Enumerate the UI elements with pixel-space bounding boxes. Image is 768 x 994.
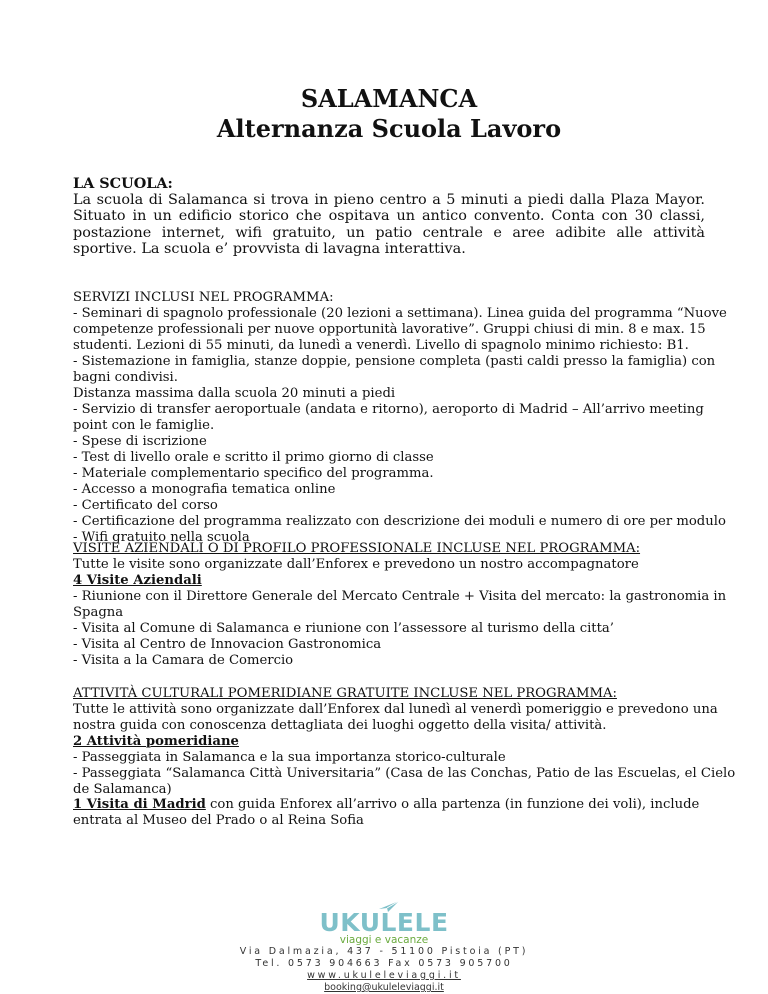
cultural-line: - Passeggiata “Salamanca Città Universitaria” (Casa de las Conchas, Patio de las Escuelas, el Cielo — [73, 766, 736, 781]
services-line: - Spese di iscrizione — [73, 434, 207, 449]
title-line-2: Alternanza Scuola Lavoro — [216, 114, 562, 143]
cultural-intro: Tutte le attività sono organizzate dall’Enforex dal lunedì al venerdì pomeriggio e prevedono una — [73, 702, 718, 717]
visits-line: - Visita a la Camara de Comercio — [73, 653, 294, 668]
cultural-subheading: 2 Attività pomeridiane — [73, 734, 239, 749]
visits-intro: Tutte le visite sono organizzate dall’Enforex e prevedono un nostro accompagnatore — [73, 557, 639, 572]
school-text: La scuola di Salamanca si trova in pieno centro a 5 minuti a piedi dalla Plaza Mayor. Situato in un edificio storico che ospitava un antico convento. Conta con 30 classi, postazione internet, wifi gratuito, un patio centrale e aree adibite alle attività sportive. La scuola e’ provvista di lavagna interattiva. — [73, 192, 705, 257]
footer — [0, 900, 768, 994]
services-line: studenti. Lezioni di 55 minuti, da lunedì a venerdì. Livello di spagnolo minimo richiesto: B1. — [73, 338, 689, 353]
services-line: - Certificato del corso — [73, 498, 218, 513]
services-line: bagni condivisi. — [73, 370, 178, 385]
footer-address: Via Dalmazia, 437 - 51100 Pistoia (PT) — [239, 946, 529, 957]
logo-tagline: viaggi e vacanze — [339, 934, 429, 946]
services-line: Distanza massima dalla scuola 20 minuti a piedi — [73, 386, 396, 401]
visits-line: Spagna — [73, 605, 124, 620]
school-section — [73, 176, 705, 257]
cultural-line: de Salamanca) — [73, 782, 172, 797]
services-line: - Servizio di transfer aeroportuale (andata e ritorno), aeroporto di Madrid – All’arrivo meeting — [73, 402, 704, 417]
footer-phone: Tel. 0573 904663 Fax 0573 905700 — [255, 958, 513, 969]
madrid-section — [73, 797, 705, 829]
services-line: - Materiale complementario specifico del programma. — [73, 466, 434, 481]
document-title — [73, 84, 705, 144]
school-heading: LA SCUOLA: — [73, 175, 173, 192]
visits-line: - Visita al Comune di Salamanca e riunione con l’assessore al turismo della citta’ — [73, 621, 614, 636]
services-line: - Certificazione del programma realizzato con descrizione dei moduli e numero di ore per modulo — [73, 514, 726, 529]
cultural-section — [73, 686, 736, 798]
services-section — [73, 290, 727, 546]
madrid-label: 1 Visita di Madrid — [73, 797, 206, 812]
services-line: - Test di livello orale e scritto il primo giorno di classe — [73, 450, 434, 465]
madrid-text: con guida Enforex all’arrivo o alla partenza (in funzione dei voli), include — [205, 797, 700, 812]
services-heading: SERVIZI INCLUSI NEL PROGRAMMA: — [73, 290, 334, 305]
visits-subheading: 4 Visite Aziendali — [73, 573, 202, 588]
services-line: competenze professionali per nuove opportunità lavorative”. Gruppi chiusi di min. 8 e max. 15 — [73, 322, 706, 337]
services-line: - Accesso a monografia tematica online — [73, 482, 336, 497]
services-line: - Sistemazione in famiglia, stanze doppie, pensione completa (pasti caldi presso la famiglia) con — [73, 354, 716, 369]
services-line: - Seminari di spagnolo professionale (20 lezioni a settimana). Linea guida del programma “Nuove — [73, 306, 727, 321]
madrid-text-line-2: entrata al Museo del Prado o al Reina Sofia — [73, 813, 364, 828]
visits-line: - Riunione con il Direttore Generale del Mercato Centrale + Visita del mercato: la gastronomia in — [73, 589, 727, 604]
visits-line: - Visita al Centro de Innovacion Gastronomica — [73, 637, 382, 652]
cultural-intro: nostra guida con conoscenza dettagliata dei luoghi oggetto della visita/ attività. — [73, 718, 607, 733]
visits-heading: VISITE AZIENDALI O DI PROFILO PROFESSIONALE INCLUSE NEL PROGRAMMA: — [73, 541, 641, 556]
services-line: point con le famiglie. — [73, 418, 215, 433]
footer-website[interactable]: www.ukuleleviaggi.it — [307, 970, 461, 981]
visits-section — [73, 541, 727, 669]
cultural-line: - Passeggiata in Salamanca e la sua importanza storico-culturale — [73, 750, 506, 765]
ukulele-logo — [284, 900, 484, 946]
title-line-1: SALAMANCA — [300, 84, 478, 113]
logo-name: UKULELE — [319, 908, 449, 937]
footer-email[interactable]: booking@ukuleleviaggi.it — [324, 982, 444, 993]
cultural-heading: ATTIVITÀ CULTURALI POMERIDIANE GRATUITE INCLUSE NEL PROGRAMMA: — [73, 686, 617, 701]
services-line: - Wifi gratuito nella scuola — [73, 530, 250, 545]
